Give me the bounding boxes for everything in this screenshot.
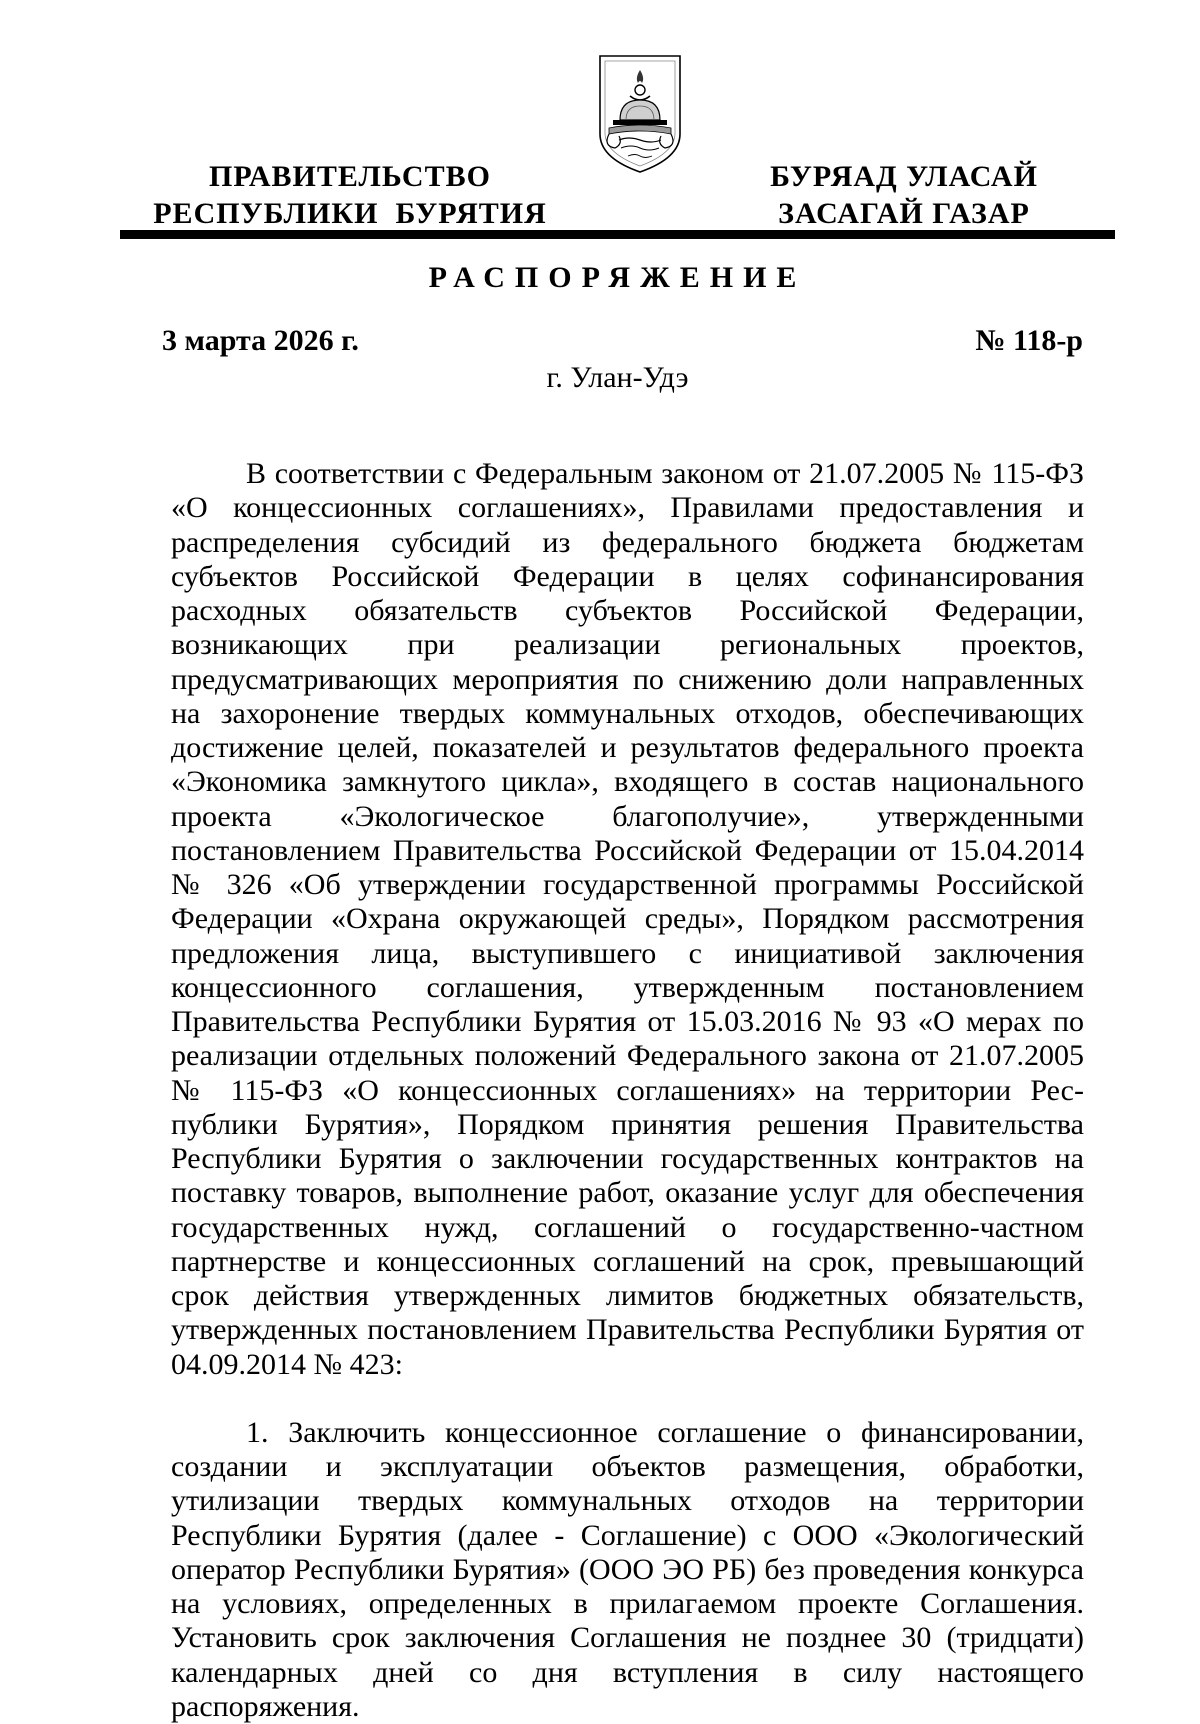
government-name-line-2: РЕСПУБЛИКИ БУРЯТИЯ: [153, 197, 547, 230]
document-body: [171, 457, 1084, 1724]
document-city: г. Улан-Удэ: [546, 361, 689, 394]
document-number: № 118-р: [975, 324, 1083, 357]
government-name-buryat-line-2: ЗАСАГАЙ ГАЗАР: [778, 197, 1030, 230]
coat-of-arms-icon: [595, 48, 685, 178]
government-name-line-1: ПРАВИТЕЛЬСТВО: [209, 160, 491, 193]
document-type: РАСПОРЯЖЕНИЕ: [428, 261, 807, 294]
document-date: 3 марта 2026 г.: [162, 324, 359, 357]
government-name-buryat-line-1: БУРЯАД УЛАСАЙ: [770, 160, 1038, 193]
item-1-paragraph: 1. Заключить концессионное соглашение о финансировании, создании и эксплуатации объектов размещения, обработки, утилизации твердых коммунальных отходов на территории Республики Бурятия (далее - Соглашение) с ООО «Экологический оператор Республики Бурятия» (ООО ЭО РБ) без проведения конкурса на условиях, определенных в прилагаемом проекте Соглашения. Установить срок заключения Соглашения не позднее 30 (тридцати) календарных дней со дня вступления в силу настоящего распоряжения.: [171, 1415, 1084, 1723]
emblem: [595, 48, 685, 178]
government-name-russian: [150, 158, 550, 232]
header-divider: [120, 230, 1115, 239]
preamble-paragraph: В соответствии с Федеральным законом от 21.07.2005 № 115-ФЗ «О концессионных соглашениях», Правилами предоставления и распределения субсидий из федерального бюджета бюджетам субъектов Российской Федерации в целях софинансирования расходных обязательств субъектов Российской Федерации, возникающих при реализации региональных проектов, предусматривающих мероприятия по снижению доли направленных на захоронение твердых коммунальных отходов, обеспечивающих достижение целей, показателей и результатов федерального проекта «Экономика замкнутого цикла», входящего в состав национального проекта «Экологическое благополучие», утвержденными постановлением Правительства Российской Федерации от 15.04.2014 № 326 «Об утверждении государственной программы Российской Федерации «Охрана окружающей среды», Порядком рассмотрения предложения лица, выступившего с инициативой заключения концессионного соглашения, утвержденным постановлением Правительства Республики Бурятия от 15.03.2016 № 93 «О мерах по реализации отдельных положений Федерального закона от 21.07.2005 № 115-ФЗ «О концессионных соглашениях» на территории Республики Бурятия», Порядком принятия решения Правительства Республики Бурятия о заключении государственных контрактов на поставку товаров, выполнение работ, оказание услуг для обеспечения государственных нужд, соглашений о государственно-частном партнерстве и концессионных соглашений на срок, превышающий срок действия утвержденных лимитов бюджетных обязательств, утвержденных постановлением Правительства Республики Бурятия от 04.09.2014 № 423:: [171, 457, 1084, 1381]
government-name-buryat: [752, 158, 1056, 232]
